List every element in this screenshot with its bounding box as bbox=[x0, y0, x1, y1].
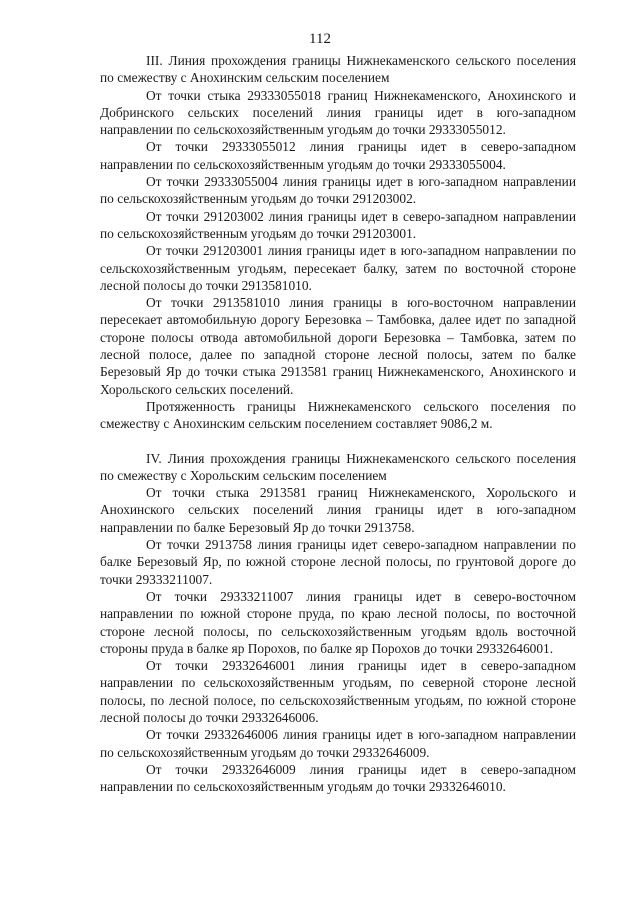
section-4 bbox=[100, 450, 576, 796]
section-divider bbox=[100, 433, 576, 450]
paragraph: От точки 2913758 линия границы идет северо-западном направлении по балке Березовый Яр, по южной стороне лесной полосы, по грунтовой дороге до точки 29333211007. bbox=[100, 537, 576, 587]
section-3 bbox=[100, 52, 576, 433]
paragraph: От точки 29332646006 линия границы идет в юго-западном направлении по сельскохозяйственным угодьям до точки 29332646009. bbox=[100, 727, 576, 760]
paragraph: От точки 29332646001 линия границы идет в северо-западном направлении по сельскохозяйственным угодьям, по северной стороне лесной полосы, по лесной полосе, по сельскохозяйственным угодьям, по южной стороне лесной полосы до точки 29332646006. bbox=[100, 658, 576, 725]
page-number: 112 bbox=[309, 31, 331, 47]
paragraph: От точки стыка 29333055018 границ Нижнекаменского, Анохинского и Добринского сельских поселений линия границы идет в юго-западном направлении по сельскохозяйственным угодьям до точки 29333055012. bbox=[100, 87, 576, 138]
section-4-heading: IV. Линия прохождения границы Нижнекаменского сельского поселения по смежеству с Хорольским сельским поселением bbox=[100, 450, 576, 483]
paragraph: От точки 29333055004 линия границы идет в юго-западном направлении по сельскохозяйственным угодьям до точки 291203002. bbox=[100, 174, 576, 207]
paragraph: От точки 2913581010 линия границы в юго-восточном направлении пересекает автомобильную дорогу Березовка – Тамбовка, далее идет по западной стороне полосы отвода автомобильной дороги Березовка – Тамбовка, затем по лесной полосе, далее по западной стороне лесной полосы, затем по балке Березовый Яр до точки стыка 2913581 границ Нижнекаменского, Анохинского и Хорольского сельских поселений. bbox=[100, 295, 576, 397]
section-3-heading: III. Линия прохождения границы Нижнекаменского сельского поселения по смежеству с Анохинским сельским поселением bbox=[100, 53, 576, 86]
paragraph: От точки 291203001 линия границы идет в юго-западном направлении по сельскохозяйственным угодьям, пересекает балку, затем по восточной стороне лесной полосы до точки 2913581010. bbox=[100, 243, 576, 293]
paragraph: От точки 29332646009 линия границы идет в северо-западном направлении по сельскохозяйственным угодьям до точки 29332646010. bbox=[100, 761, 576, 795]
paragraph: От точки стыка 2913581 границ Нижнекаменского, Хорольского и Анохинского сельских поселений линия границы идет в юго-западном направлении по балке Березовый Яр до точки 2913758. bbox=[100, 485, 576, 535]
length-summary: Протяженность границы Нижнекаменского сельского поселения по смежеству с Анохинским сельским поселением составляет 9086,2 м. bbox=[100, 398, 576, 432]
paragraph: От точки 29333055012 линия границы идет в северо-западном направлении по сельскохозяйственным угодьям до точки 29333055004. bbox=[100, 139, 576, 172]
document-body bbox=[100, 52, 576, 795]
paragraph: От точки 291203002 линия границы идет в северо-западном направлении по сельскохозяйственным угодьям до точки 291203001. bbox=[100, 208, 576, 241]
paragraph: От точки 29333211007 линия границы идет в северо-восточном направлении по южной стороне пруда, по краю лесной полосы, по восточной стороне лесной полосы, по сельскохозяйственным угодьям вдоль восточной стороны пруда в балке яр Порохов, по балке яр Порохов до точки 29332646001. bbox=[100, 588, 576, 656]
